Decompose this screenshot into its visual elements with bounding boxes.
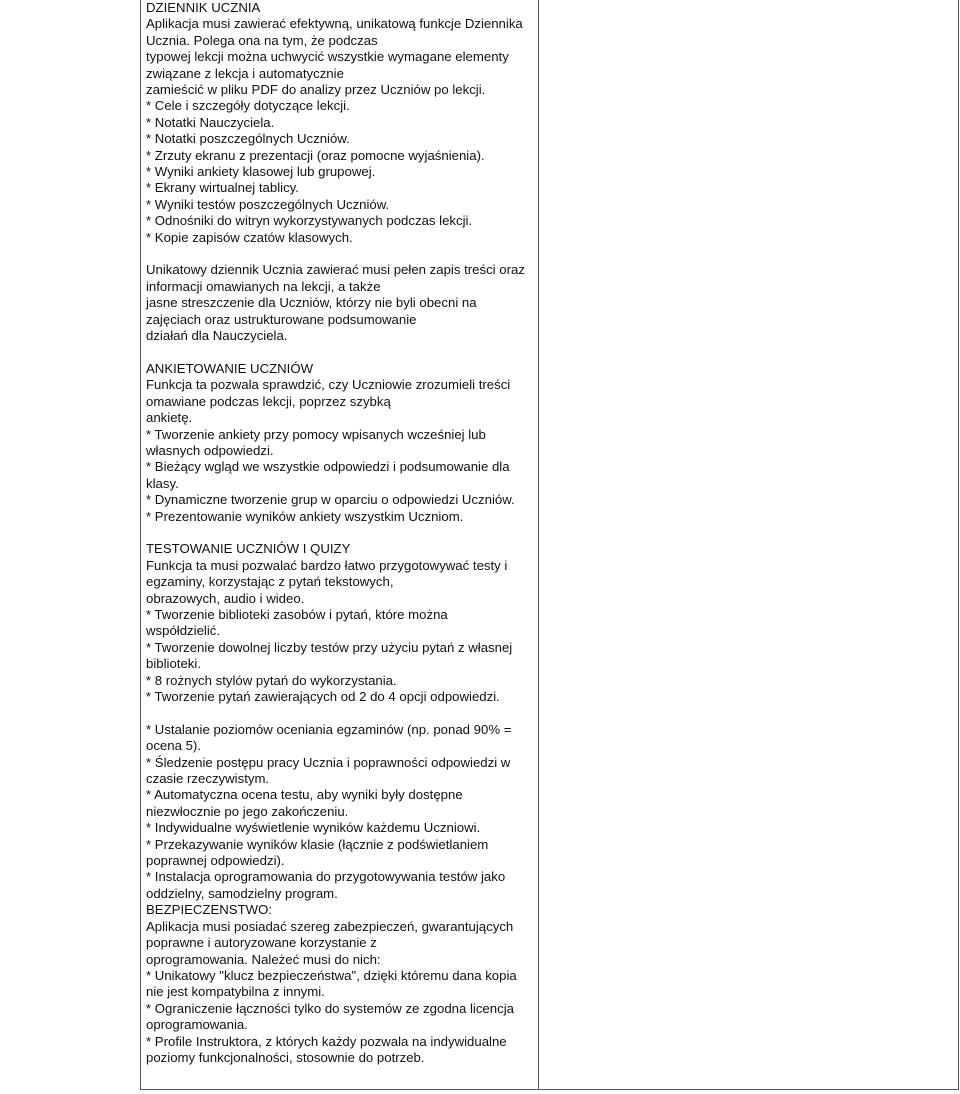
- text-line: poprawne i autoryzowane korzystanie z: [146, 935, 377, 951]
- text-line: * Tworzenie dowolnej liczby testów przy użyciu pytań z własnej: [146, 639, 513, 655]
- text-line: informacji omawianych na lekcji, a także: [146, 278, 381, 294]
- table-border-bottom: [140, 1089, 959, 1090]
- text-line: * Tworzenie pytań zawierających od 2 do 4 opcji odpowiedzi.: [146, 689, 500, 705]
- text-line: Aplikacja musi posiadać szereg zabezpieczeń, gwarantujących: [146, 918, 514, 934]
- text-line: Unikatowy dziennik Ucznia zawierać musi pełen zapis treści oraz: [146, 262, 525, 278]
- paragraph-gap: [146, 525, 538, 541]
- text-line: * Prezentowanie wyników ankiety wszystkim Uczniom.: [146, 508, 464, 524]
- text-line: nie jest kompatybilna z innymi.: [146, 984, 325, 1000]
- text-line: * Wyniki ankiety klasowej lub grupowej.: [146, 164, 376, 180]
- text-line: * Profile Instruktora, z których każdy pozwala na indywidualne: [146, 1033, 507, 1049]
- text-line: * Tworzenie ankiety przy pomocy wpisanych wcześniej lub: [146, 426, 486, 442]
- paragraph: [146, 361, 538, 525]
- text-line: * Ekrany wirtualnej tablicy.: [146, 180, 299, 196]
- text-line: * Indywidualne wyświetlenie wyników każdemu Uczniowi.: [146, 820, 481, 836]
- text-line: obrazowych, audio i wideo.: [146, 590, 305, 606]
- text-line: Funkcja ta pozwala sprawdzić, czy Uczniowie zrozumieli treści: [146, 377, 511, 393]
- text-line: * Dynamiczne tworzenie grup w oparciu o odpowiedzi Uczniów.: [146, 492, 515, 508]
- text-line: * Automatyczna ocena testu, aby wyniki były dostępne: [146, 787, 463, 803]
- paragraph-gap: [146, 246, 538, 262]
- table-border-middle: [538, 0, 539, 1090]
- document-text: [146, 0, 538, 1066]
- text-line: * Notatki poszczególnych Uczniów.: [146, 131, 350, 147]
- text-line: * Bieżący wgląd we wszystkie odpowiedzi i podsumowanie dla: [146, 459, 510, 475]
- table-border-left: [140, 0, 141, 1090]
- text-line: TESTOWANIE UCZNIÓW I QUIZY: [146, 541, 351, 557]
- text-line: BEZPIECZENSTWO:: [146, 902, 273, 918]
- text-line: oprogramowania. Należeć musi do nich:: [146, 951, 381, 967]
- text-line: działań dla Nauczyciela.: [146, 328, 288, 344]
- text-line: * Kopie zapisów czatów klasowych.: [146, 229, 353, 245]
- paragraph-gap: [146, 345, 538, 361]
- text-line: oddzielny, samodzielny program.: [146, 885, 338, 901]
- text-line: Funkcja ta musi pozwalać bardzo łatwo przygotowywać testy i: [146, 557, 508, 573]
- text-line: czasie rzeczywistym.: [146, 771, 270, 787]
- text-line: biblioteki.: [146, 656, 201, 672]
- text-line: * Notatki Nauczyciela.: [146, 114, 275, 130]
- text-line: związane z lekcja i automatycznie: [146, 65, 344, 81]
- text-line: ocena 5).: [146, 738, 201, 754]
- text-line: * Przekazywanie wyników klasie (łącznie z podświetlaniem: [146, 836, 489, 852]
- text-line: zajęciach oraz ustrukturowane podsumowanie: [146, 311, 417, 327]
- paragraph: [146, 262, 538, 344]
- content-cell: [146, 0, 538, 1066]
- text-line: oprogramowania.: [146, 1017, 248, 1033]
- text-line: klasy.: [146, 475, 179, 491]
- table-border-right: [958, 0, 959, 1090]
- text-line: * Ograniczenie łączności tylko do systemów ze zgodna licencja: [146, 1000, 514, 1016]
- text-line: * Cele i szczegóły dotyczące lekcji.: [146, 98, 350, 114]
- text-line: jasne streszczenie dla Uczniów, którzy nie byli obecni na: [146, 295, 477, 311]
- text-line: * Odnośniki do witryn wykorzystywanych podczas lekcji.: [146, 213, 473, 229]
- text-line: współdzielić.: [146, 623, 221, 639]
- paragraph-gap: [146, 705, 538, 721]
- text-line: * Ustalanie poziomów oceniania egzaminów (np. ponad 90% =: [146, 721, 512, 737]
- text-line: * 8 rożnych stylów pytań do wykorzystania.: [146, 672, 397, 688]
- text-line: * Zrzuty ekranu z prezentacji (oraz pomocne wyjaśnienia).: [146, 147, 485, 163]
- text-line: * Unikatowy "klucz bezpieczeństwa", dzięki któremu dana kopia: [146, 967, 517, 983]
- text-line: niezwłocznie po jego zakończeniu.: [146, 803, 349, 819]
- text-line: * Tworzenie biblioteki zasobów i pytań, które można: [146, 606, 448, 622]
- text-line: Aplikacja musi zawierać efektywną, unikatową funkcje Dziennika: [146, 16, 523, 32]
- text-line: typowej lekcji można uchwycić wszystkie wymagane elementy: [146, 49, 509, 65]
- paragraph: [146, 722, 538, 1067]
- paragraph: [146, 0, 538, 246]
- text-line: DZIENNIK UCZNIA: [146, 0, 261, 15]
- text-line: zamieścić w pliku PDF do analizy przez Uczniów po lekcji.: [146, 82, 486, 98]
- text-line: Ucznia. Polega ona na tym, że podczas: [146, 32, 378, 48]
- text-line: własnych odpowiedzi.: [146, 442, 274, 458]
- text-line: * Wyniki testów poszczególnych Uczniów.: [146, 196, 390, 212]
- text-line: poziomy funkcjonalności, stosownie do potrzeb.: [146, 1049, 425, 1065]
- text-line: omawiane podczas lekcji, poprzez szybką: [146, 393, 391, 409]
- text-line: egzaminy, korzystając z pytań tekstowych,: [146, 574, 394, 590]
- text-line: ANKIETOWANIE UCZNIÓW: [146, 360, 314, 376]
- text-line: ankietę.: [146, 410, 193, 426]
- text-line: * Instalacja oprogramowania do przygotowywania testów jako: [146, 869, 506, 885]
- paragraph: [146, 541, 538, 705]
- text-line: * Śledzenie postępu pracy Ucznia i poprawności odpowiedzi w: [146, 754, 511, 770]
- text-line: poprawnej odpowiedzi).: [146, 853, 285, 869]
